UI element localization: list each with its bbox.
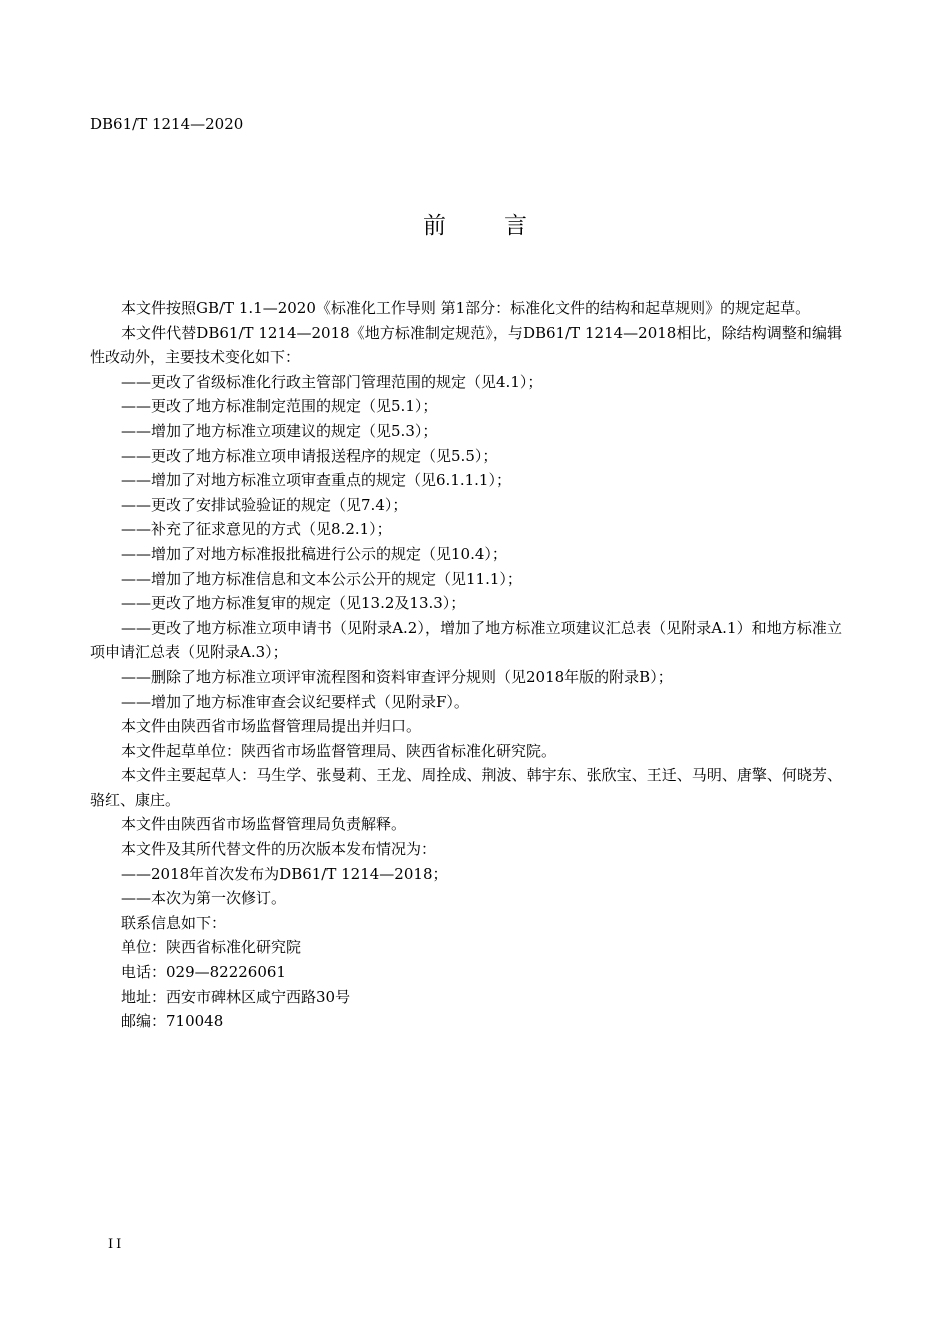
change-list-item: ——补充了征求意见的方式（见8.2.1）； (121, 520, 392, 539)
change-list-item: ——更改了地方标准制定范围的规定（见5.1）； (121, 397, 438, 416)
page-title (0, 208, 950, 244)
paragraph: 本文件及其所代替文件的历次版本发布情况为： (121, 840, 437, 859)
history-list-item: ——2018年首次发布为DB61/T 1214—2018； (121, 864, 448, 883)
paragraph: 本文件由陕西省市场监督管理局提出并归口。 (121, 717, 422, 736)
title-char-1: 前 (423, 213, 446, 239)
document-body (90, 296, 842, 1034)
change-list-item: ——增加了对地方标准立项审查重点的规定（见6.1.1.1）； (121, 471, 511, 490)
paragraph: 本文件由陕西省市场监督管理局负责解释。 (121, 815, 407, 834)
contact-line: 地址：西安市碑林区咸宁西路30号 (121, 987, 351, 1006)
change-list-item: ——增加了对地方标准报批稿进行公示的规定（见10.4）； (121, 544, 507, 563)
paragraph: 本文件起草单位：陕西省市场监督管理局、陕西省标准化研究院。 (121, 741, 557, 760)
history-list-item: ——本次为第一次修订。 (121, 889, 287, 908)
change-list-item: ——删除了地方标准立项评审流程图和资料审查评分规则（见2018年版的附录B）； (121, 667, 673, 686)
change-list-item: ——更改了安排试验验证的规定（见7.4）； (121, 495, 408, 514)
document-code: DB61/T 1214—2020 (90, 115, 244, 133)
contact-line: 邮编：710048 (121, 1012, 224, 1031)
paragraph: 本文件主要起草人：马生学、张曼莉、王龙、周拴成、荆波、韩宇东、张欣宝、王迁、马明、唐擎、何晓芳、骆红、康庄。 (90, 766, 842, 809)
paragraph: 本文件按照GB/T 1.1—2020《标准化工作导则 第1部分：标准化文件的结构和起草规则》的规定起草。 (121, 299, 811, 317)
change-list-item: ——更改了地方标准立项申请报送程序的规定（见5.5）； (121, 446, 498, 465)
title-char-2: 言 (504, 213, 527, 239)
change-list-item: ——更改了地方标准复审的规定（见13.2及13.3）； (121, 594, 466, 613)
change-list-item: ——增加了地方标准审查会议纪要样式（见附录F）。 (121, 692, 469, 711)
page-number: II (108, 1237, 125, 1252)
contact-line: 单位：陕西省标准化研究院 (121, 938, 302, 957)
change-list-item: ——更改了地方标准立项申请书（见附录A.2），增加了地方标准立项建议汇总表（见附录A.1）和地方标准立项申请汇总表（见附录A.3）； (90, 618, 842, 662)
change-list-item: ——更改了省级标准化行政主管部门管理范围的规定（见4.1）； (121, 372, 543, 391)
change-list-item: ——增加了地方标准信息和文本公示公开的规定（见11.1）； (121, 569, 522, 588)
paragraph: 本文件代替DB61/T 1214—2018《地方标准制定规范》，与DB61/T 1214—2018相比，除结构调整和编辑性改动外，主要技术变化如下： (90, 323, 842, 367)
change-list-item: ——增加了地方标准立项建议的规定（见5.3）； (121, 421, 438, 440)
contact-line: 电话：029—82226061 (121, 963, 286, 982)
paragraph: 联系信息如下： (121, 913, 227, 932)
